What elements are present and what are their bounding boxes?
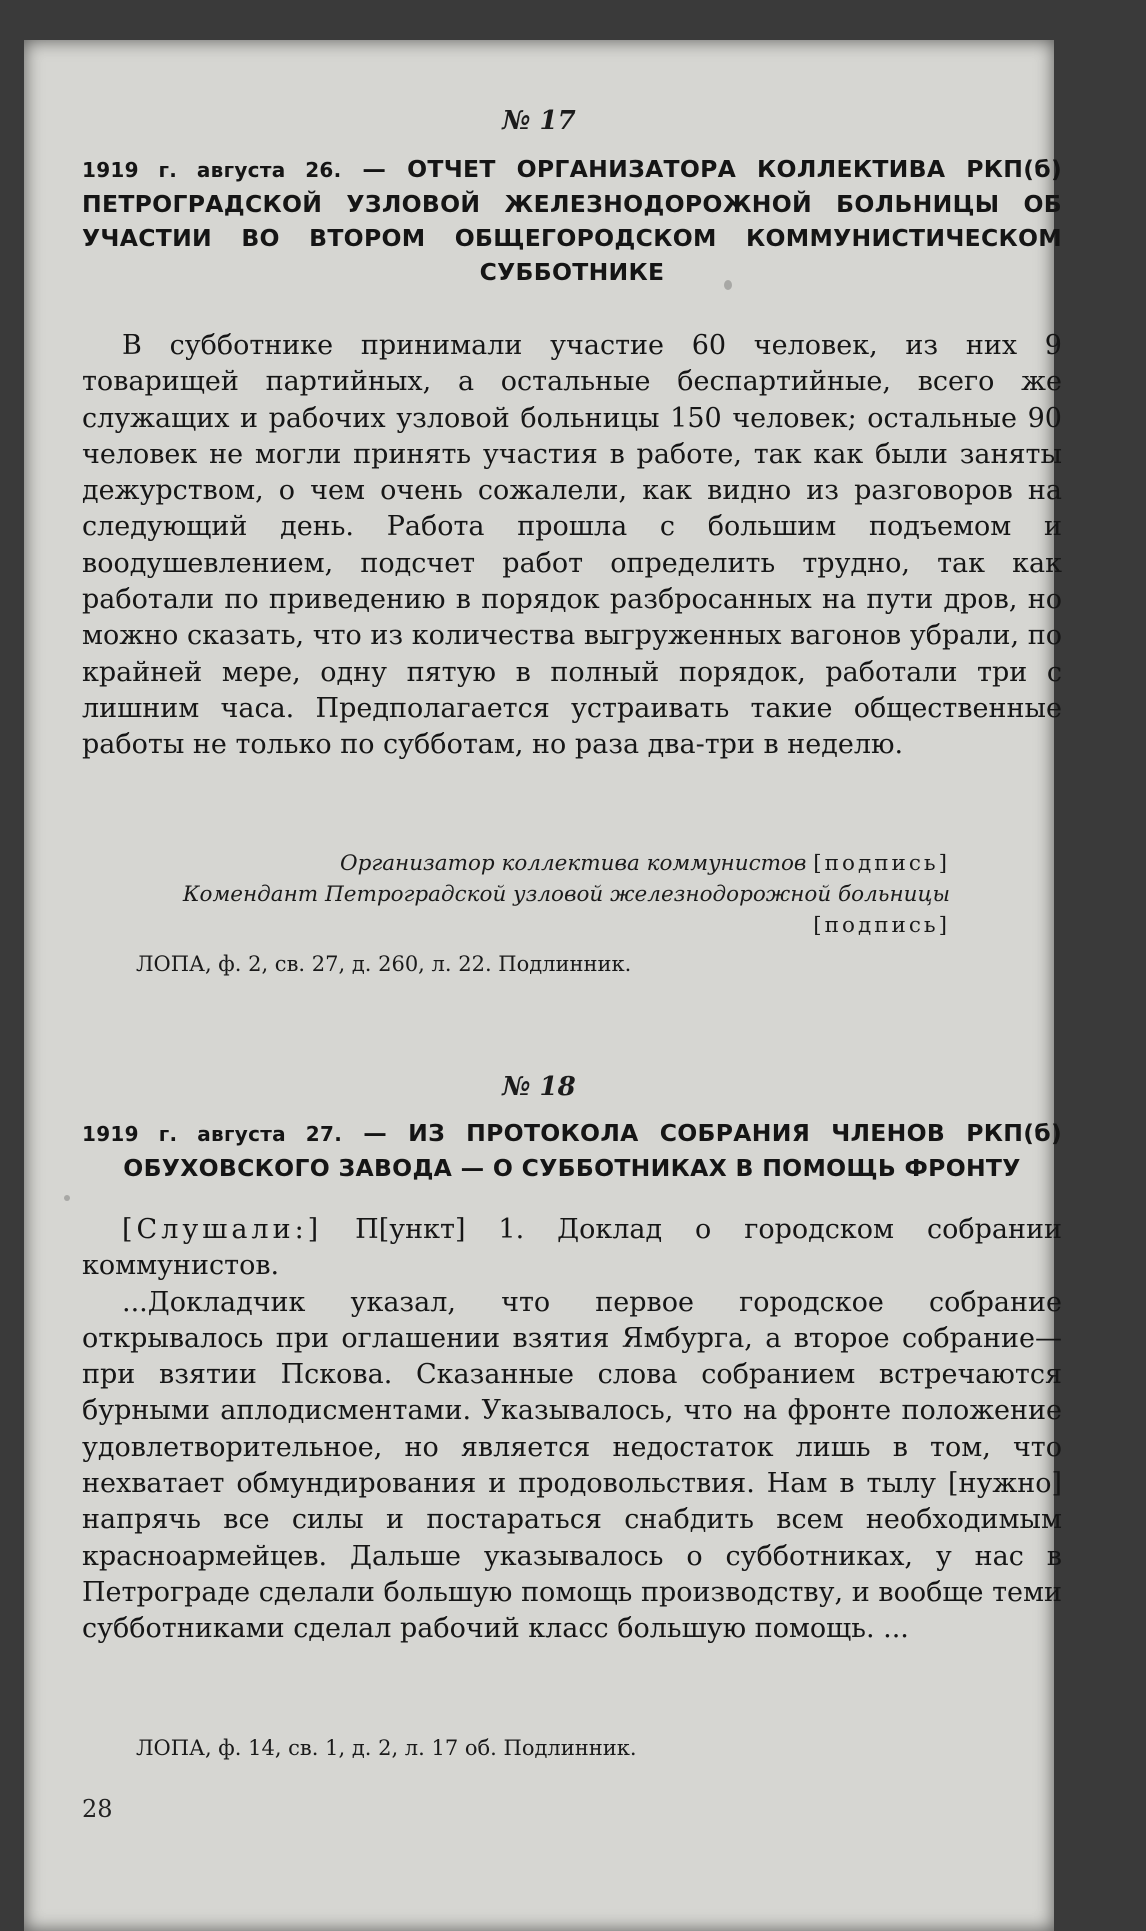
document-18-heading bbox=[82, 1116, 1062, 1185]
document-17-source: ЛОПА, ф. 2, св. 27, д. 260, л. 22. Подлинник. bbox=[136, 952, 632, 976]
document-17-date: 1919 г. августа 26. bbox=[82, 158, 342, 182]
heard-label: [Слушали:] bbox=[122, 1214, 323, 1245]
document-18-date: 1919 г. августа 27. bbox=[82, 1122, 343, 1146]
document-number-18: № 18 bbox=[502, 1072, 576, 1102]
document-17-title: — ОТЧЕТ ОРГАНИЗАТОРА КОЛЛЕКТИВА РКП(б) ПЕТРОГРАДСКОЙ УЗЛОВОЙ ЖЕЛЕЗНОДОРОЖНОЙ БОЛЬНИЦЫ ОБ УЧАСТИИ ВО ВТОРОМ ОБЩЕГОРОДСКОМ КОММУНИСТИЧЕСКОМ СУББОТНИКЕ bbox=[82, 155, 1063, 286]
document-number-17: № 17 bbox=[502, 106, 576, 136]
document-18-paragraph: ...Докладчик указал, что первое городское собрание открывалось при оглашении взятия Ямбурга, а второе собрание— при взятии Пскова. Сказанные слова собранием встречаются бурными аплодисментами. Указывалось, что на фронте положение удовлетворительное, но является недостаток лишь в том, что нехватает обмундирования и продовольствия. Нам в тылу [нужно] напрячь все силы и постараться снабдить всем необходимым красноармейцев. Дальше указывалось о субботниках, у нас в Петрограде сделали большую помощь производству, и вообще теми субботниками сделал рабочий класс большую помощь. ... bbox=[82, 1286, 1062, 1645]
document-18-title: — ИЗ ПРОТОКОЛА СОБРАНИЯ ЧЛЕНОВ РКП(б) ОБУХОВСКОГО ЗАВОДА — О СУББОТНИКАХ В ПОМОЩЬ ФРОНТУ bbox=[123, 1119, 1062, 1182]
signature-organizer-tag: [подпись] bbox=[813, 851, 950, 876]
document-17-paragraph: В субботнике принимали участие 60 человек, из них 9 товарищей партийных, а остальные беспартийные, всего же служащих и рабочих узловой больницы 150 человек; остальные 90 человек не могли принять участия в работе, так как были заняты дежурством, о чем очень сожалели, как видно из разговоров на следующий день. Работа прошла с большим подъемом и воодушевлением, подсчет работ определить трудно, так как работали по приведению в порядок разбросанных на пути дров, но можно сказать, что из количества выгруженных вагонов убрали, по крайней мере, одну пятую в полный порядок, работали три с лишним часа. Предполагается устраивать такие общественные работы не только по субботам, но раза два-три в неделю. bbox=[82, 330, 1062, 761]
document-17-body bbox=[82, 328, 1062, 764]
signature-commandant-tag: [подпись] bbox=[813, 913, 950, 938]
item-text: П[ункт] 1. Доклад о городском собрании коммунистов. bbox=[82, 1214, 1062, 1282]
print-speck bbox=[724, 280, 732, 290]
page-number: 28 bbox=[82, 1795, 113, 1823]
signature-commandant-role: Комендант Петроградской узловой железнодорожной больницы bbox=[182, 882, 950, 907]
document-18-body bbox=[82, 1212, 1062, 1648]
signature-organizer-role: Организатор коллектива коммунистов bbox=[339, 851, 807, 876]
print-speck bbox=[64, 1195, 70, 1201]
document-18-item bbox=[82, 1212, 1062, 1285]
signature-organizer bbox=[130, 848, 950, 879]
signature-commandant bbox=[130, 879, 950, 941]
document-page bbox=[24, 40, 1063, 1931]
document-18-source: ЛОПА, ф. 14, св. 1, д. 2, л. 17 об. Подлинник. bbox=[136, 1736, 637, 1760]
document-17-signatures bbox=[130, 848, 950, 941]
document-17-heading bbox=[82, 152, 1062, 289]
